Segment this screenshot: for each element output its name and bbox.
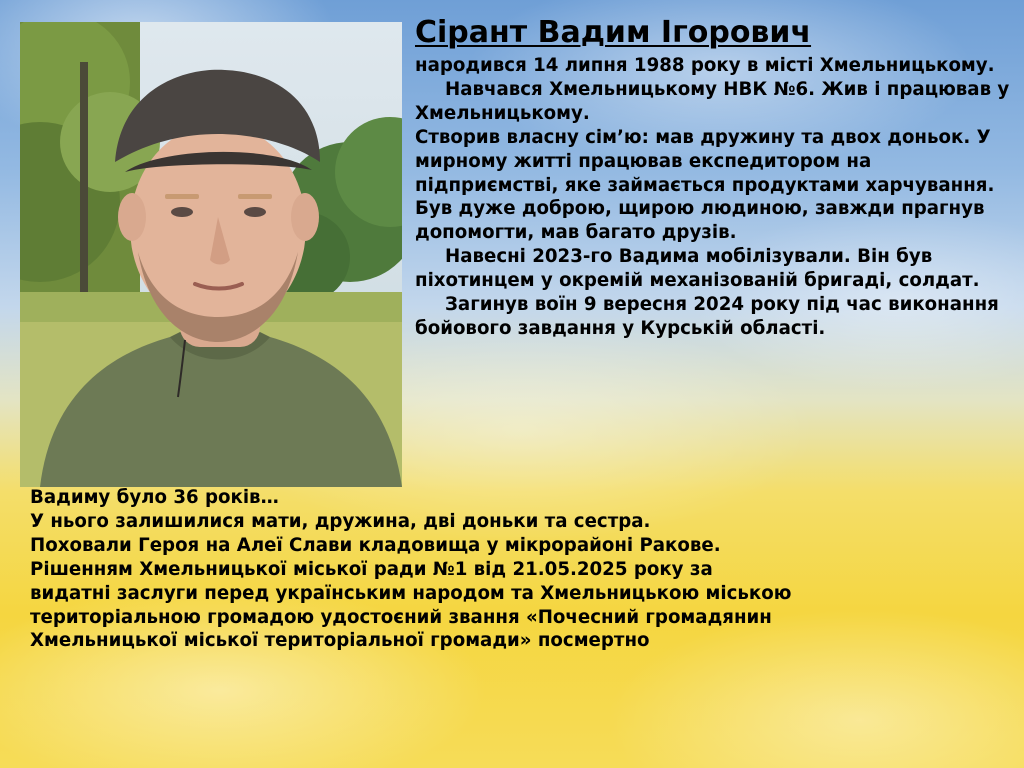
memorial-line-age: Вадиму було 36 років…: [30, 487, 279, 508]
memorial-line-decision: Рішенням Хмельницької міської ради №1 від 21.05.2025 року за: [30, 558, 713, 580]
memorial-line-merits: видатні заслуги перед українським народом та Хмельницькою міською: [30, 582, 792, 604]
person-name: Сірант Вадим Ігорович: [415, 15, 812, 50]
memorial-line-title: територіальною громадою удостоєний звання «Почесний громадянин: [30, 606, 772, 628]
bio-paragraph-education: Навчався Хмельницькому НВК №6. Жив і працював у Хмельницькому.: [415, 78, 1010, 124]
bio-paragraph-family: Створив власну сім’ю: мав дружину та двох доньок. У мирному житті працював експедитором на підприємстві, яке займається продуктами харчування. Був дуже доброю, щирою людиною, завжди прагнув допомогти, мав багато друзів.: [415, 126, 995, 244]
bio-paragraph-birth: народився 14 липня 1988 року в місті Хмельницькому.: [415, 55, 995, 76]
memorial-line-survivors: У нього залишилися мати, дружина, дві доньки та сестра.: [30, 510, 651, 532]
portrait-illustration: [20, 22, 402, 487]
memorial-line-posthumous: Хмельницької міської територіальної громади» посмертно: [30, 630, 650, 652]
memorial-text: [30, 486, 1010, 653]
bio-paragraph-service: Навесні 2023-го Вадима мобілізували. Він був піхотинцем у окремій механізованій бригаді, солдат.: [415, 246, 980, 292]
biography: [415, 54, 1015, 341]
memorial-line-burial: Поховали Героя на Алеї Слави кладовища у мікрорайоні Ракове.: [30, 534, 721, 556]
bio-paragraph-death: Загинув воїн 9 вересня 2024 року під час виконання бойового завдання у Курській області.: [415, 294, 999, 339]
portrait-photo: [20, 22, 402, 487]
